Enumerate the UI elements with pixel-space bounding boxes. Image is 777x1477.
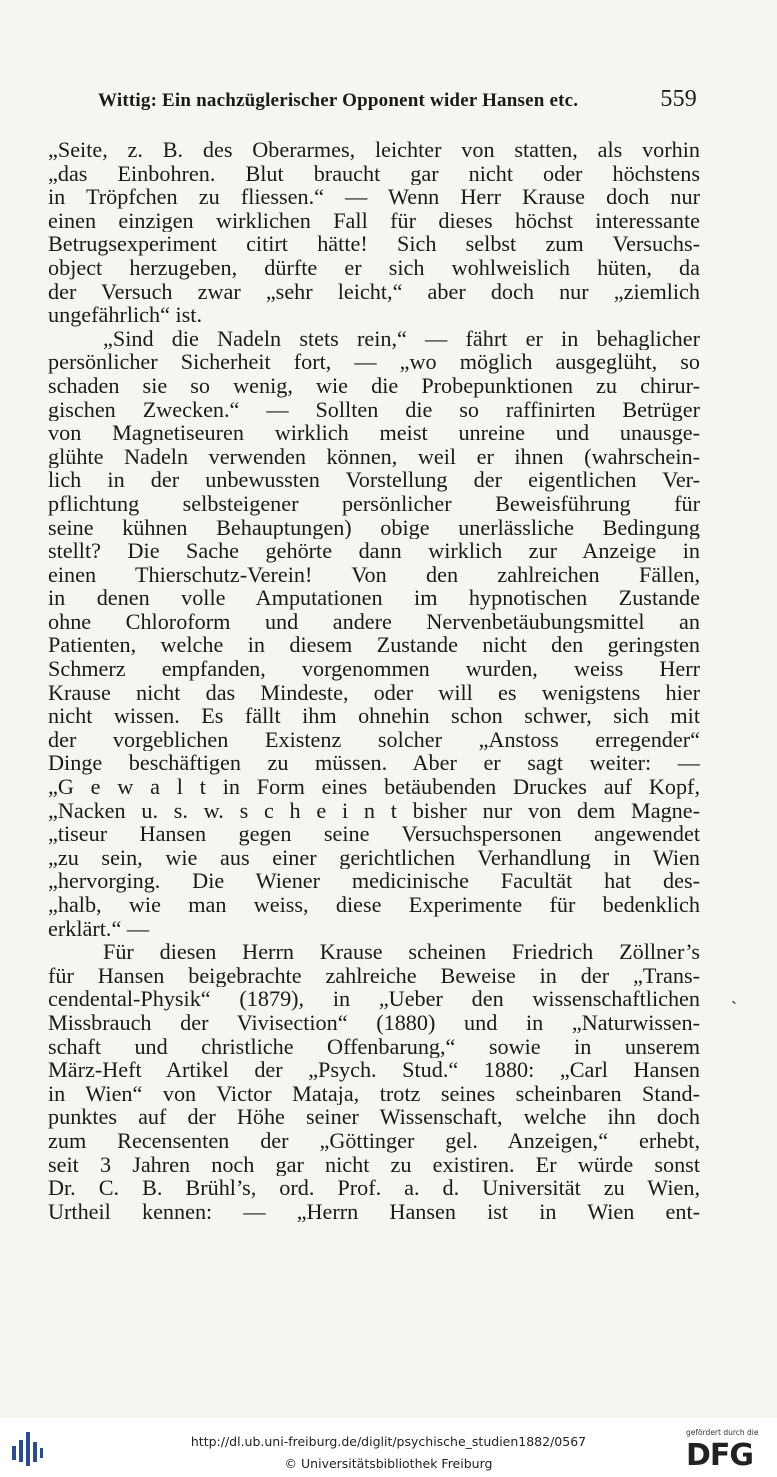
text-line: nicht wissen. Es fällt ihm ohnehin schon schwer, sich mit <box>48 704 700 728</box>
text-line: für Hansen beigebrachte zahlreiche Beweise in der „Trans- <box>48 963 700 988</box>
text-line: seit 3 Jahren noch gar nicht zu existiren. Er würde sonst <box>48 1152 700 1177</box>
page-url[interactable]: http://dl.ub.uni-freiburg.de/diglit/psychische_studien1882/0567 <box>190 1434 587 1449</box>
text-line: Betrugsexperiment citirt hätte! Sich selbst zum Versuchs- <box>48 232 700 256</box>
copyright-notice: © Universitätsbibliothek Freiburg <box>284 1456 493 1471</box>
text-line: seine kühnen Behauptungen) obige unerlässliche Bedingung <box>48 515 700 540</box>
text-line: Für diesen Herrn Krause scheinen Friedrich Zöllner’s <box>103 940 700 964</box>
viewer-footer <box>0 1418 777 1477</box>
text-line: in Wien“ von Victor Mataja, trotz seines scheinbaren Stand- <box>48 1081 700 1106</box>
text-line: cendental-Physik“ (1879), in „Ueber den wissenschaftlichen <box>48 987 700 1011</box>
text-line: Dr. C. B. Brühl’s, ord. Prof. a. d. Universität zu Wien, <box>48 1176 700 1200</box>
text-line: der Versuch zwar „sehr leicht,“ aber doch nur „ziemlich <box>48 279 700 304</box>
text-line: schaden sie so wenig, wie die Probepunktionen zu chirur- <box>48 373 700 398</box>
text-line: Krause nicht das Mindeste, oder will es wenigstens hier <box>48 680 700 705</box>
body-text <box>48 138 700 1223</box>
text-line: ohne Chloroform und andere Nervenbetäubungsmittel an <box>48 609 700 634</box>
text-line: ungefährlich“ ist. <box>48 303 203 327</box>
text-line: „Nacken u. s. w. s c h e i n t bisher nur von dem Magne- <box>48 798 700 823</box>
text-line: zum Recensenten der „Göttinger gel. Anzeigen,“ erhebt, <box>48 1128 700 1153</box>
text-line: „hervorging. Die Wiener medicinische Facultät hat des- <box>48 869 700 893</box>
text-line: persönlicher Sicherheit fort, — „wo möglich ausgeglüht, so <box>48 350 700 374</box>
text-line: schaft und christliche Offenbarung,“ sowie in unserem <box>48 1034 700 1059</box>
text-line: erklärt.“ — <box>48 916 150 941</box>
dfg-logo-icon: DFG <box>686 1438 754 1473</box>
running-title: Wittig: Ein nachzüglerischer Opponent wider Hansen etc. <box>98 90 579 111</box>
text-line: glühte Nadeln verwenden können, weil er ihnen (wahrschein- <box>48 444 700 469</box>
text-line: von Magnetiseuren wirklich meist unreine und unausge- <box>48 421 700 445</box>
text-line: Missbrauch der Vivisection“ (1880) und in „Naturwissen- <box>48 1010 700 1035</box>
running-header <box>48 86 697 116</box>
text-line: pflichtung selbsteigener persönlicher Beweisführung für <box>48 491 700 516</box>
text-line: „zu sein, wie aus einer gerichtlichen Verhandlung in Wien <box>48 845 700 870</box>
text-line: „G e w a l t in Form eines betäubenden Druckes auf Kopf, <box>48 775 700 799</box>
text-line: object herzugeben, dürfte er sich wohlweislich hüten, da <box>48 255 700 280</box>
page-number: 559 <box>660 86 697 112</box>
text-line: „halb, wie man weiss, diese Experimente für bedenklich <box>48 893 700 917</box>
text-line: „Sind die Nadeln stets rein,“ — fährt er in behaglicher <box>103 326 700 351</box>
text-line: der vorgeblichen Existenz solcher „Anstoss erregender“ <box>48 727 700 752</box>
text-line: Schmerz empfanden, vorgenommen wurden, weiss Herr <box>48 657 700 681</box>
text-line: Dinge beschäftigen zu müssen. Aber er sagt weiter: — <box>48 751 700 776</box>
text-line: gischen Zwecken.“ — Sollten die so raffinirten Betrüger <box>48 397 700 422</box>
text-line: Urtheil kennen: — „Herrn Hansen ist in Wien ent- <box>48 1199 700 1224</box>
text-line: „das Einbohren. Blut braucht gar nicht oder höchstens <box>48 161 700 186</box>
text-line: März-Heft Artikel der „Psych. Stud.“ 1880: „Carl Hansen <box>48 1058 700 1082</box>
text-line: einen einzigen wirklichen Fall für dieses höchst interessante <box>48 208 700 233</box>
margin-mark: ˎ <box>731 984 737 1005</box>
dfg-caption: gefördert durch die <box>686 1428 759 1437</box>
text-line: einen Thierschutz-Verein! Von den zahlreichen Fällen, <box>48 562 700 587</box>
text-line: Patienten, welche in diesem Zustande nicht den geringsten <box>48 633 700 658</box>
text-line: „tiseur Hansen gegen seine Versuchspersonen angewendet <box>48 822 700 846</box>
text-line: „Seite, z. B. des Oberarmes, leichter von statten, als vorhin <box>48 138 700 162</box>
text-line: in denen volle Amputationen im hypnotischen Zustande <box>48 586 700 610</box>
text-line: stellt? Die Sache gehörte dann wirklich zur Anzeige in <box>48 539 700 563</box>
text-line: in Tröpfchen zu fliessen.“ — Wenn Herr Krause doch nur <box>48 185 700 209</box>
text-line: punktes auf der Höhe seiner Wissenschaft, welche ihn doch <box>48 1105 700 1129</box>
text-line: lich in der unbewussten Vorstellung der eigentlichen Ver- <box>48 468 700 492</box>
